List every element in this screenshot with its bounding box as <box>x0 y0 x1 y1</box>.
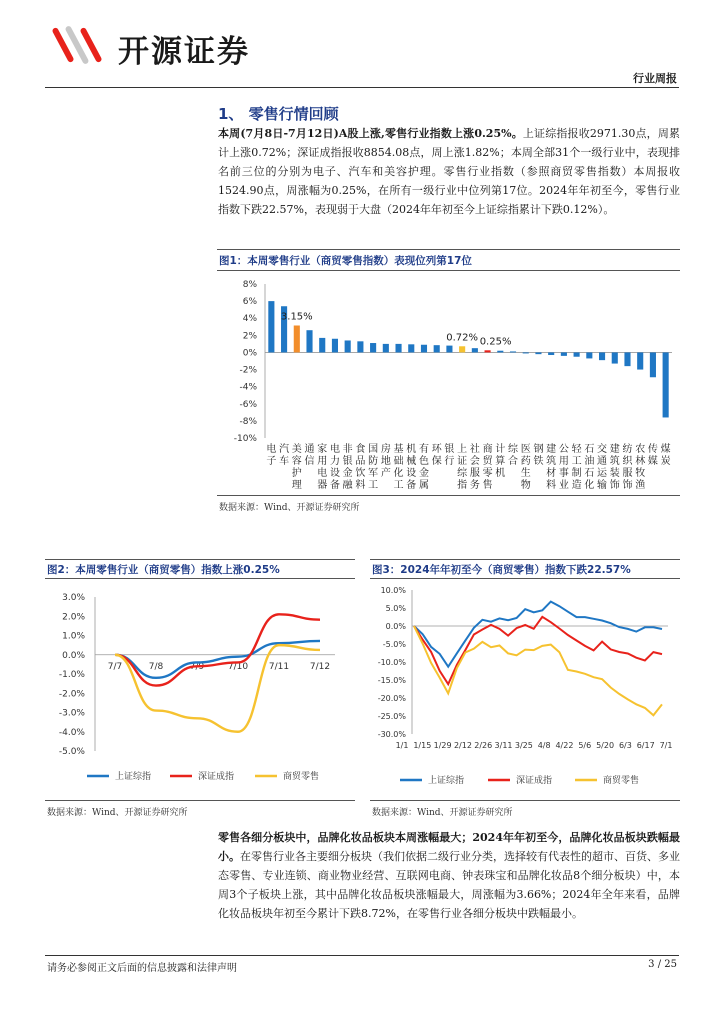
fig1-category-label: 基 <box>393 444 404 455</box>
fig3-ytick-label: -15.0% <box>377 676 406 685</box>
fig1-category-label: 容 <box>291 456 302 467</box>
fig1-data-label: 3.15% <box>280 311 313 323</box>
fig3-xtick-label: 1/15 <box>413 741 432 750</box>
fig1-bar <box>421 345 427 353</box>
fig3-series-line <box>414 602 662 667</box>
fig1-bar <box>268 301 274 352</box>
fig1-category-label: 石 <box>584 444 595 455</box>
fig2-title: 图2：本周零售行业（商贸零售）指数上涨0.25% <box>47 564 280 576</box>
fig1-category-label: 售 <box>482 480 493 491</box>
report-type-tag: 行业周报 <box>633 72 677 85</box>
fig1-category-label: 媒 <box>647 456 658 467</box>
fig3-xtick-label: 5/20 <box>596 741 615 750</box>
fig1-ytick-label: -10% <box>233 434 257 444</box>
fig1-category-label: 交 <box>597 444 608 455</box>
fig3-xtick-label: 3/11 <box>494 741 513 750</box>
fig2-ytick-label: 1.0% <box>62 631 85 642</box>
fig1-category-label: 有 <box>418 444 429 455</box>
fig2-top-rule <box>45 559 355 560</box>
fig1-category-label: 备 <box>406 480 417 491</box>
fig3-xtick-label: 5/6 <box>578 741 592 750</box>
fig2-xtick-label: 7/9 <box>189 661 205 672</box>
fig2-ytick-label: -5.0% <box>58 747 85 757</box>
fig1-category-label: 商 <box>482 444 493 455</box>
fig1-category-label: 牧 <box>635 468 646 479</box>
fig1-category-label: 轻 <box>571 444 582 455</box>
fig2-ytick-label: 3.0% <box>62 593 85 603</box>
fig1-category-label: 色 <box>418 456 429 467</box>
section-title: 1、 零售行情回顾 <box>218 105 339 123</box>
fig1-bar-chart <box>217 272 680 494</box>
fig1-ytick-label: -8% <box>239 416 257 427</box>
fig1-bar <box>446 346 452 353</box>
fig1-category-label: 造 <box>571 480 582 491</box>
fig1-category-label: 铁 <box>533 456 544 467</box>
fig1-category-label: 行 <box>444 456 455 467</box>
fig1-ytick-label: 4% <box>242 314 257 325</box>
fig1-data-label: 0.25% <box>479 336 512 348</box>
fig1-bar <box>370 343 376 352</box>
fig1-bar <box>637 352 643 369</box>
fig1-category-label: 上 <box>457 444 468 455</box>
fig3-xtick-label: 2/26 <box>474 741 493 750</box>
fig1-bar <box>345 340 351 352</box>
fig1-category-label: 石 <box>584 468 595 479</box>
fig1-category-label: 融 <box>342 480 353 491</box>
fig2-ytick-label: -1.0% <box>58 670 85 680</box>
fig1-category-label: 饰 <box>622 480 633 491</box>
fig1-category-label: 军 <box>368 468 379 479</box>
fig1-category-label: 炭 <box>660 456 671 467</box>
fig1-category-label: 综 <box>457 468 468 479</box>
fig1-bar <box>663 352 669 417</box>
fig1-category-label: 钢 <box>533 444 544 455</box>
fig1-category-label: 农 <box>635 444 646 455</box>
intro-body: 上证综指报收2971.30点，周累计上涨0.72%；深证成指报收8854.08点，周上涨1.82%；本周全部31个一级行业中，表现排名前三位的分别为电子、汽车和美容护理。零售行业指数（参照商贸零售指数）本周报收1524.90点，周涨幅为0.25%，在所有一级行业中位列第17位。2024年年初至今，零售行业指数下跌22.57%，表现弱于大盘（2024年年初至今上证综指累计下跌0.12%）。 <box>218 127 680 216</box>
fig3-ytick-label: 5.0% <box>385 604 406 613</box>
fig1-category-label: 油 <box>584 456 595 467</box>
fig1-category-label: 运 <box>597 468 608 479</box>
fig2-ytick-label: 0.0% <box>62 650 85 661</box>
fig1-category-label: 力 <box>329 456 340 467</box>
subsector-lead: 零售各细分板块中，品牌化妆品板块本周涨幅最大；2024年年初至今，品牌化妆品板块跌幅最小。 <box>218 831 680 863</box>
fig1-category-label: 材 <box>546 468 557 479</box>
fig1-bar <box>408 344 414 352</box>
fig1-bar <box>332 339 338 353</box>
fig1-bar <box>472 348 478 352</box>
fig3-ytick-label: -10.0% <box>377 658 406 667</box>
fig1-bar <box>395 344 401 353</box>
fig1-category-label: 饰 <box>609 480 620 491</box>
fig3-xtick-label: 6/17 <box>636 741 655 750</box>
fig1-ytick-label: -4% <box>239 382 257 393</box>
fig3-legend-label: 深证成指 <box>516 776 553 786</box>
fig1-category-label: 金 <box>342 468 353 479</box>
fig1-category-label: 料 <box>546 480 557 491</box>
fig1-bar <box>650 352 656 377</box>
fig3-xtick-label: 4/8 <box>537 741 551 750</box>
fig1-bar <box>599 352 605 360</box>
fig1-category-label: 品 <box>355 456 366 467</box>
fig1-category-label: 食 <box>355 444 366 455</box>
fig3-series-line <box>414 626 662 715</box>
fig1-category-label: 综 <box>508 444 519 455</box>
fig1-category-label: 零 <box>482 468 493 479</box>
fig1-category-label: 筑 <box>546 456 557 467</box>
fig1-category-label: 信 <box>304 456 315 467</box>
fig2-xtick-label: 7/7 <box>107 661 123 672</box>
fig1-bar <box>624 352 630 366</box>
fig1-category-label: 车 <box>279 456 290 467</box>
fig1-title: 图1：本周零售行业（商贸零售指数）表现位列第17位 <box>219 255 472 267</box>
fig2-bottom-rule <box>45 800 355 801</box>
fig1-title-rule <box>217 270 680 271</box>
fig1-bar <box>535 352 541 354</box>
page-number: 3 / 25 <box>648 959 677 970</box>
intro-paragraph <box>218 124 680 219</box>
fig1-category-label: 电 <box>266 444 277 455</box>
fig1-category-label: 防 <box>368 456 379 467</box>
fig1-category-label: 煤 <box>660 444 671 455</box>
fig1-category-label: 金 <box>418 468 429 479</box>
fig1-category-label: 汽 <box>279 444 290 455</box>
fig1-category-label: 计 <box>495 444 506 455</box>
fig1-bar <box>319 338 325 353</box>
fig1-category-label: 生 <box>520 468 531 479</box>
fig1-category-label: 化 <box>584 480 595 491</box>
fig3-legend-label: 上证综指 <box>428 776 465 786</box>
fig1-category-label: 保 <box>431 456 442 467</box>
fig1-ytick-label: -6% <box>239 399 257 410</box>
fig1-category-label: 饮 <box>355 468 366 479</box>
subsector-paragraph <box>218 828 680 923</box>
fig1-category-label: 机 <box>495 468 506 479</box>
fig1-bar <box>574 352 580 356</box>
fig2-xtick-label: 7/12 <box>309 661 331 672</box>
fig3-line-chart <box>370 582 680 794</box>
subsector-body: 在零售行业各主要细分板块（我们依据二级行业分类，选择较有代表性的超市、百货、多业态零售、专业连锁、商业物业经营、互联网电商、钟表珠宝和品牌化妆品8个细分板块）中，本周3个子板块上涨，其中品牌化妆品板块涨幅最大，周涨幅为3.66%；2024年全年来看，品牌化妆品板块年初至今累计下跌8.72%，在零售行业各细分板块中跌幅最小。 <box>218 850 680 920</box>
fig1-category-label: 服 <box>622 468 633 479</box>
fig1-category-label: 房 <box>380 444 391 455</box>
fig1-category-label: 建 <box>609 444 620 455</box>
fig3-xtick-label: 1/1 <box>395 741 409 750</box>
fig1-category-label: 事 <box>558 468 569 479</box>
fig1-category-label: 林 <box>635 456 646 467</box>
fig1-category-label: 器 <box>317 480 328 491</box>
fig1-category-label: 础 <box>393 456 404 467</box>
fig2-line-chart <box>45 584 355 794</box>
footer-divider <box>45 955 679 956</box>
fig1-category-label: 物 <box>520 480 531 491</box>
fig3-xtick-label: 4/22 <box>555 741 574 750</box>
fig2-xtick-label: 7/11 <box>268 661 290 672</box>
fig1-ytick-label: 2% <box>242 331 257 342</box>
fig1-category-label: 电 <box>329 444 340 455</box>
fig1-category-label: 建 <box>546 444 557 455</box>
fig1-category-label: 地 <box>380 456 391 467</box>
fig1-category-label: 工 <box>368 480 379 491</box>
fig1-category-label: 料 <box>355 480 366 491</box>
fig1-category-label: 工 <box>393 480 404 491</box>
fig1-category-label: 备 <box>329 480 340 491</box>
fig1-ytick-label: -2% <box>239 365 257 376</box>
fig1-bottom-rule <box>217 495 680 496</box>
fig2-title-rule <box>45 578 355 579</box>
fig1-category-label: 药 <box>520 456 531 467</box>
fig1-category-label: 用 <box>317 456 328 467</box>
fig3-title-rule <box>370 578 680 579</box>
fig1-category-label: 会 <box>469 456 480 467</box>
fig1-category-label: 通 <box>597 456 608 467</box>
fig1-category-label: 环 <box>431 444 442 455</box>
footer-disclaimer: 请务必参阅正文后面的信息披露和法律声明 <box>47 963 237 974</box>
fig3-ytick-label: -25.0% <box>377 712 406 721</box>
fig1-category-label: 电 <box>317 468 328 479</box>
fig1-bar <box>459 346 465 352</box>
fig1-category-label: 医 <box>520 444 531 455</box>
fig1-source: 数据来源：Wind、开源证券研究所 <box>219 503 360 513</box>
fig1-category-label: 社 <box>469 444 480 455</box>
fig2-xtick-label: 7/8 <box>148 661 164 672</box>
fig2-ytick-label: -4.0% <box>58 727 85 738</box>
fig3-ytick-label: 0.0% <box>385 622 406 631</box>
fig1-category-label: 子 <box>266 456 277 467</box>
fig1-category-label: 机 <box>406 444 417 455</box>
fig2-legend-label: 商贸零售 <box>283 772 320 782</box>
fig1-category-label: 装 <box>609 468 620 479</box>
fig1-category-label: 护 <box>291 468 302 479</box>
fig1-category-label: 产 <box>380 468 391 479</box>
brand-logo <box>50 20 280 70</box>
fig1-category-label: 银 <box>444 444 455 455</box>
fig1-category-label: 家 <box>317 444 328 455</box>
fig1-category-label: 务 <box>469 480 480 491</box>
fig1-category-label: 服 <box>469 468 480 479</box>
fig3-top-rule <box>370 559 680 560</box>
fig1-category-label: 筑 <box>609 456 620 467</box>
fig1-category-label: 渔 <box>635 480 646 491</box>
fig1-bar <box>612 352 618 363</box>
fig3-ytick-label: -5.0% <box>382 640 406 649</box>
fig3-series-line <box>414 617 662 684</box>
fig1-category-label: 美 <box>291 444 302 455</box>
fig1-category-label: 银 <box>342 456 353 467</box>
fig1-category-label: 纺 <box>622 444 633 455</box>
fig3-xtick-label: 3/25 <box>514 741 533 750</box>
fig1-bar <box>497 351 503 353</box>
fig1-category-label: 制 <box>571 468 582 479</box>
logo-mark-icon <box>50 20 112 70</box>
fig1-bar <box>383 344 389 353</box>
fig1-category-label: 业 <box>558 480 569 491</box>
fig1-category-label: 通 <box>304 444 315 455</box>
fig1-category-label: 公 <box>558 444 569 455</box>
fig1-category-label: 合 <box>508 456 519 467</box>
fig1-data-label: 0.72% <box>446 332 479 344</box>
fig2-legend-label: 深证成指 <box>198 772 235 782</box>
fig1-ytick-label: 8% <box>242 280 257 290</box>
fig1-bar <box>434 345 440 352</box>
fig1-bar <box>548 352 554 355</box>
fig3-title: 图3：2024年年初至今（商贸零售）指数下跌22.57% <box>372 564 631 576</box>
fig1-category-label: 证 <box>457 456 468 467</box>
fig2-ytick-label: -3.0% <box>58 708 85 719</box>
fig1-bar <box>523 352 529 353</box>
fig1-category-label: 国 <box>368 444 379 455</box>
fig2-ytick-label: -2.0% <box>58 689 85 700</box>
fig1-category-label: 指 <box>457 480 468 491</box>
fig3-xtick-label: 6/3 <box>618 741 632 750</box>
fig1-category-label: 属 <box>418 480 429 491</box>
fig1-bar <box>510 351 516 352</box>
fig2-legend-label: 上证综指 <box>115 772 152 782</box>
fig1-ytick-label: 0% <box>242 348 257 359</box>
fig1-category-label: 械 <box>406 456 417 467</box>
fig1-bar <box>485 350 491 352</box>
fig1-category-label: 输 <box>597 480 608 491</box>
fig3-ytick-label: -20.0% <box>377 694 406 703</box>
fig2-series-line <box>115 645 320 732</box>
fig1-category-label: 传 <box>647 444 658 455</box>
fig1-category-label: 非 <box>342 444 353 455</box>
fig1-bar <box>357 341 363 352</box>
fig1-ytick-label: 6% <box>242 297 257 308</box>
brand-name: 开源证券 <box>118 34 250 70</box>
fig1-category-label: 设 <box>406 468 417 479</box>
fig1-bar <box>586 352 592 358</box>
fig3-xtick-label: 2/12 <box>453 741 472 750</box>
intro-lead: 本周(7月8日-7月12日)A股上涨,零售行业指数上涨0.25%。 <box>218 127 523 140</box>
fig3-legend-label: 商贸零售 <box>603 776 640 786</box>
fig2-xtick-label: 7/10 <box>227 661 249 672</box>
fig2-source: 数据来源：Wind、开源证券研究所 <box>47 808 188 818</box>
fig3-ytick-label: -30.0% <box>377 730 406 739</box>
fig1-category-label: 算 <box>495 456 506 467</box>
fig3-ytick-label: 10.0% <box>380 586 406 595</box>
fig2-ytick-label: 2.0% <box>62 612 85 623</box>
fig3-xtick-label: 7/1 <box>659 741 673 750</box>
fig1-category-label: 工 <box>571 456 582 467</box>
fig1-bar <box>294 325 300 352</box>
fig1-bar <box>561 352 567 355</box>
fig1-category-label: 化 <box>393 468 404 479</box>
header-divider <box>45 87 679 88</box>
fig3-xtick-label: 1/29 <box>433 741 452 750</box>
fig1-category-label: 设 <box>329 468 340 479</box>
fig1-top-rule <box>217 249 680 250</box>
fig1-category-label: 用 <box>558 456 569 467</box>
fig1-category-label: 织 <box>622 456 633 467</box>
fig1-category-label: 理 <box>291 480 302 491</box>
fig3-source: 数据来源：Wind、开源证券研究所 <box>372 808 513 818</box>
fig3-bottom-rule <box>370 800 680 801</box>
fig1-category-label: 贸 <box>482 456 493 467</box>
fig1-bar <box>306 330 312 352</box>
